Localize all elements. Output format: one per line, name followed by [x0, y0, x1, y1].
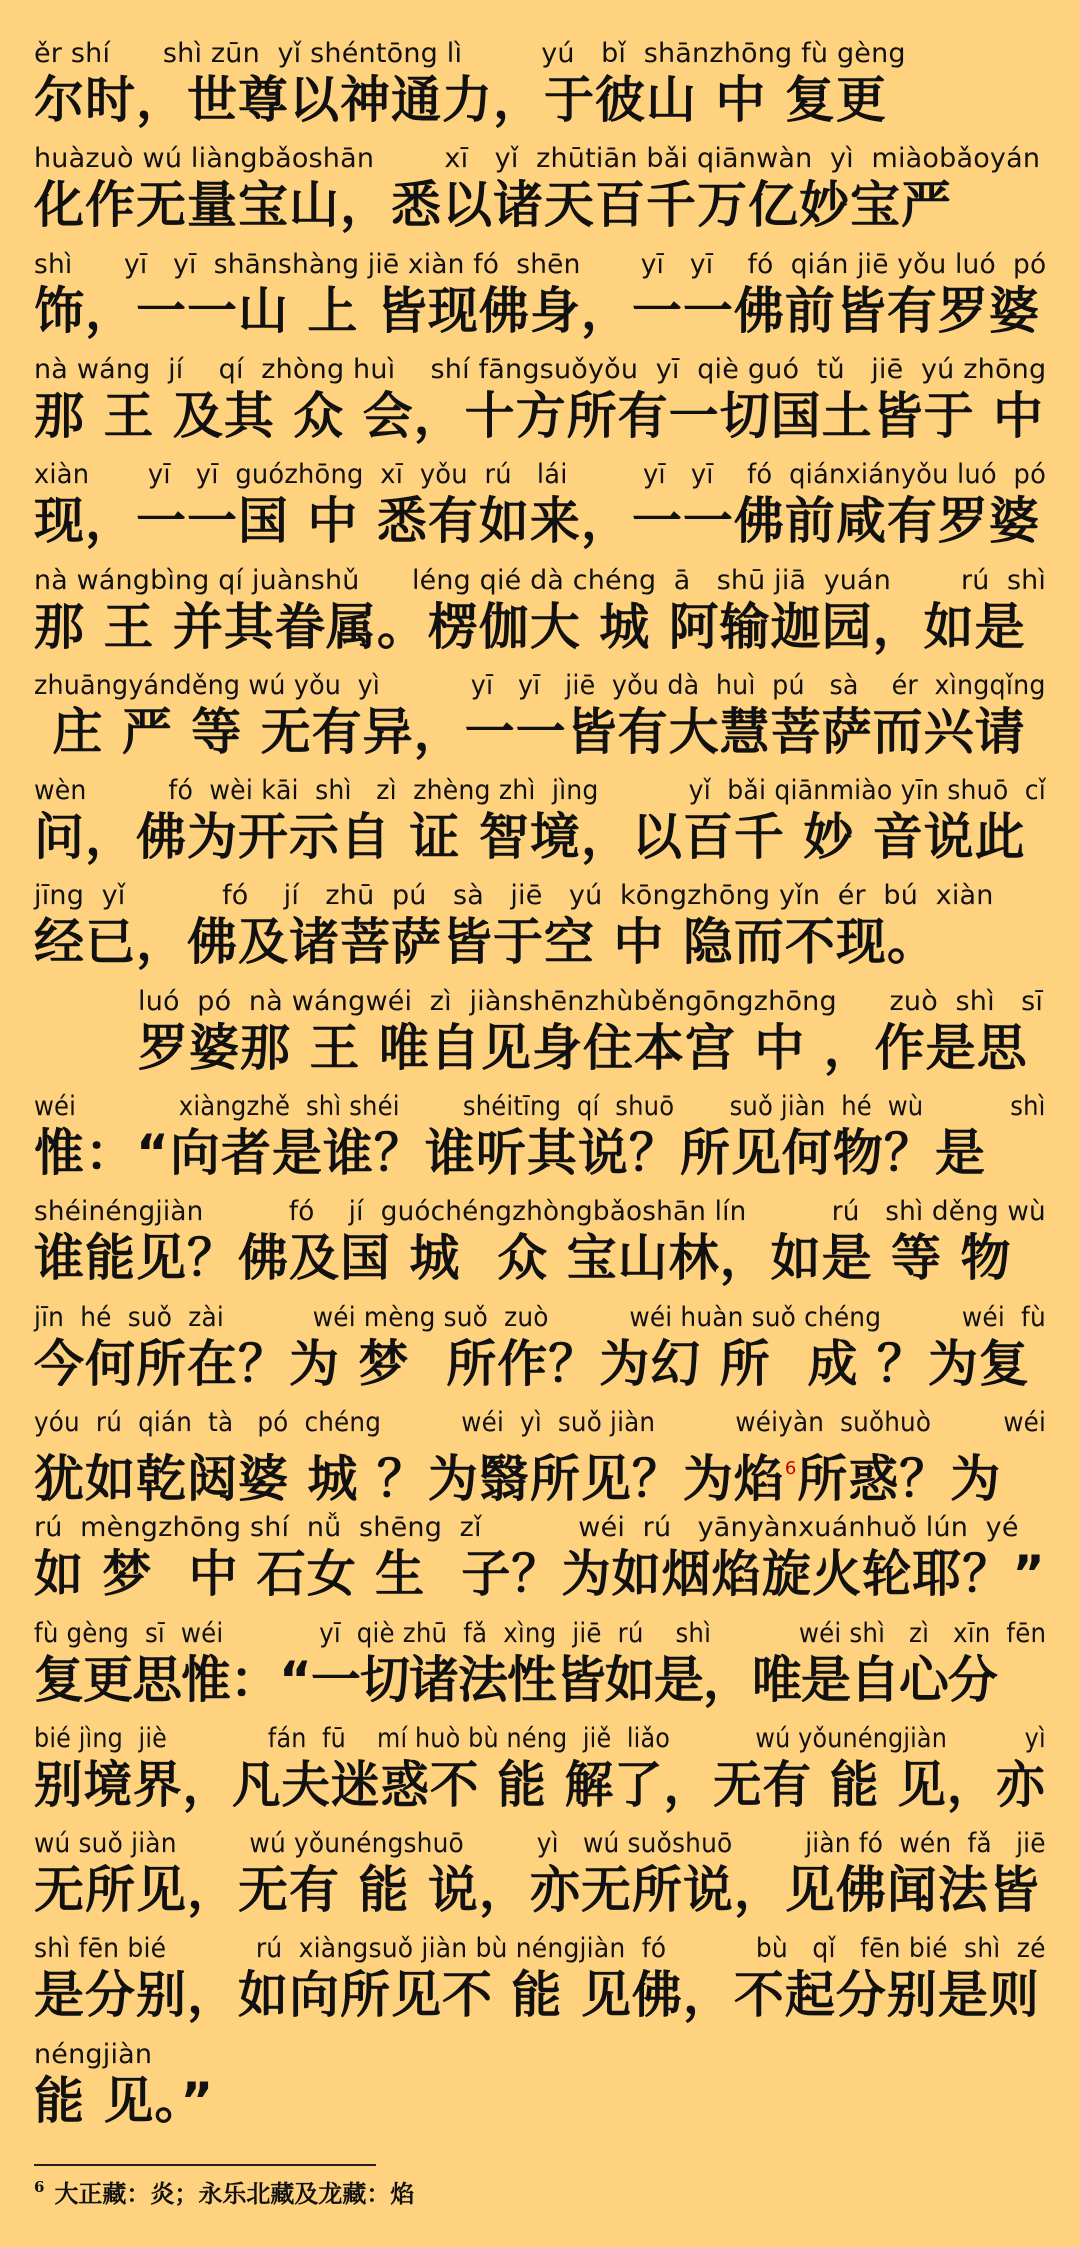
text-line [34, 880, 1046, 972]
hanzi-text [34, 386, 1046, 446]
hanzi-text [34, 807, 1046, 867]
text-line [34, 1828, 1046, 1920]
text-line [34, 1933, 1046, 2025]
hanzi-segment: 犹如乾闼婆 城 ？为翳所见？为焰 [34, 1450, 785, 1508]
hanzi-segment: 饰，一一山 上 皆现佛身，一一佛前皆有罗婆 [34, 282, 1040, 340]
hanzi-segment: 问，佛为开示自 证 智境，以百千 妙 音说此 [34, 808, 1026, 866]
hanzi-text [34, 1334, 1046, 1394]
hanzi-text [34, 175, 1046, 235]
pinyin-annotation: yóu rú qián tà pó chéng wéi yì suǒ jiàn wéiyàn suǒhuò wéi [34, 1407, 1047, 1438]
text-line [34, 1407, 1047, 1508]
hanzi-text [34, 597, 1046, 657]
pinyin-annotation: jīng yǐ fó jí zhū pú sà jiē yú kōngzhōng yǐn ér bú xiàn [34, 880, 994, 911]
pinyin-annotation: wèn fó wèi kāi shì zì zhèng zhì jìng yǐ bǎi qiānmiào yīn shuō cǐ [34, 775, 1046, 806]
hanzi-text [34, 1228, 1046, 1288]
hanzi-text [34, 1439, 1046, 1508]
text-line [34, 1618, 1046, 1710]
hanzi-text [34, 70, 1046, 130]
hanzi-segment: 经已，佛及诸菩萨皆于空 中 隐而不现。 [34, 913, 938, 971]
text-line [34, 2039, 1046, 2131]
text-line [34, 38, 1046, 130]
text-line [34, 1723, 1046, 1815]
hanzi-segment: 谁能见？佛及国 城 众 宝山林，如是 等 物 [34, 1229, 1012, 1287]
pinyin-annotation: shéinéngjiàn fó jí guóchéngzhòngbǎoshān lín rú shì děng wù [34, 1196, 1046, 1227]
text-line [34, 565, 1046, 657]
hanzi-segment: 复更思惟：“一切诸法性皆如是，唯是自心分 [34, 1651, 997, 1709]
pinyin-annotation: ěr shí shì zūn yǐ shéntōng lì yú bǐ shānzhōng fù gèng [34, 38, 906, 69]
hanzi-segment: 现，一一国 中 悉有如来，一一佛前咸有罗婆 [34, 492, 1040, 550]
text-line [34, 459, 1046, 551]
text-line [34, 143, 1046, 235]
footnote [34, 2174, 414, 2209]
text-line [34, 1091, 1046, 1183]
pinyin-annotation: shì fēn bié rú xiàngsuǒ jiàn bù néngjiàn fó bù qǐ fēn bié shì zé [34, 1933, 1046, 1964]
hanzi-segment: 如 梦 中 石女 生 子？为如烟焰旋火轮耶？” [34, 1545, 1046, 1603]
hanzi-text [34, 912, 1046, 972]
hanzi-text [34, 1123, 1046, 1183]
text-line [138, 986, 1046, 1078]
pinyin-annotation: nà wángbìng qí juànshǔ léng qié dà chéng ā shū jiā yuán rú shì [34, 565, 1047, 596]
text-line [34, 670, 1046, 762]
hanzi-segment: 所惑？为 [797, 1450, 1002, 1508]
text-line [34, 354, 1046, 446]
text-line [34, 775, 1046, 867]
footnote-text: 大正藏：炎；永乐北藏及龙藏：焰 [54, 2179, 415, 2208]
hanzi-text [138, 1018, 1046, 1078]
pinyin-annotation: zhuāngyánděng wú yǒu yì yī yī jiē yǒu dà huì pú sà ér xìngqǐng [34, 670, 1046, 701]
hanzi-segment: 那 王 及其 众 会，十方所有一切国土皆于 中 [34, 387, 1045, 445]
hanzi-text [34, 281, 1046, 341]
pinyin-annotation: rú mèngzhōng shí nǚ shēng zǐ wéi rú yānyànxuánhuǒ lún yé [34, 1512, 1019, 1543]
hanzi-segment: 能 见。” [34, 2072, 215, 2130]
hanzi-text [34, 1965, 1046, 2025]
hanzi-text [34, 1860, 1046, 1920]
hanzi-segment: 无所见，无有 能 说，亦无所说，见佛闻法皆 [34, 1861, 1040, 1919]
hanzi-text [34, 1650, 1046, 1710]
hanzi-text [34, 1544, 1046, 1604]
pinyin-annotation: xiàn yī yī guózhōng xī yǒu rú lái yī yī fó qiánxiányǒu luó pó [34, 459, 1047, 490]
footnote-divider [34, 2164, 376, 2166]
hanzi-segment: 别境界，凡夫迷惑不 能 解了，无有 能 见，亦 [34, 1756, 1046, 1814]
hanzi-text [34, 491, 1046, 551]
pinyin-annotation: jīn hé suǒ zài wéi mèng suǒ zuò wéi huàn suǒ chéng wéi fù [34, 1302, 1046, 1333]
pinyin-annotation: huàzuò wú liàngbǎoshān xī yǐ zhūtiān bǎi qiānwàn yì miàobǎoyán [34, 143, 1041, 174]
hanzi-text [34, 702, 1046, 762]
hanzi-segment: 惟：“向者是谁？谁听其说？所见何物？是 [34, 1124, 986, 1182]
pinyin-annotation: shì yī yī shānshàng jiē xiàn fó shēn yī yī fó qián jiē yǒu luó pó [34, 249, 1047, 280]
hanzi-segment: 是分别，如向所见不 能 见佛，不起分别是则 [34, 1966, 1040, 2024]
pinyin-annotation: luó pó nà wángwéi zì jiànshēnzhùběngōngzhōng zuò shì sī [138, 986, 1044, 1017]
pinyin-annotation: wú suǒ jiàn wú yǒunéngshuō yì wú suǒshuō jiàn fó wén fǎ jiē [34, 1828, 1046, 1859]
hanzi-segment: 那 王 并其眷属。楞伽大 城 阿输迦园，如是 [34, 598, 1026, 656]
pinyin-annotation: bié jìng jiè fán fū mí huò bù néng jiě liǎo wú yǒunéngjiàn yì [34, 1723, 1046, 1754]
text-line [34, 249, 1046, 341]
hanzi-segment: 庄 严 等 无有异，一一皆有大慧菩萨而兴请 [34, 703, 1026, 761]
hanzi-text [34, 2071, 1046, 2131]
hanzi-segment: 尔时，世尊以神通力，于彼山 中 复更 [34, 71, 887, 129]
text-line [34, 1196, 1046, 1288]
pinyin-annotation: fù gèng sī wéi yī qiè zhū fǎ xìng jiē rú shì wéi shì zì xīn fēn [34, 1618, 1047, 1649]
pinyin-annotation: wéi xiàngzhě shì shéi shéitīng qí shuō suǒ jiàn hé wù shì [34, 1091, 1046, 1122]
footnote-reference[interactable]: 6 [784, 1458, 798, 1479]
pinyin-annotation: nà wáng jí qí zhòng huì shí fāngsuǒyǒu yī qiè guó tǔ jiē yú zhōng [34, 354, 1047, 385]
hanzi-segment: 化作无量宝山，悉以诸天百千万亿妙宝严 [34, 176, 952, 234]
pinyin-annotation: néngjiàn [34, 2039, 153, 2070]
footnote-number: 6 [34, 2178, 45, 2196]
hanzi-segment: 今何所在？为 梦 所作？为幻 所 成 ？为复 [34, 1335, 1030, 1393]
hanzi-segment: 罗婆那 王 唯自见身住本宫 中 ，作是思 [138, 1019, 1028, 1077]
hanzi-text [34, 1755, 1046, 1815]
text-line [34, 1512, 1046, 1604]
text-line [34, 1302, 1046, 1394]
